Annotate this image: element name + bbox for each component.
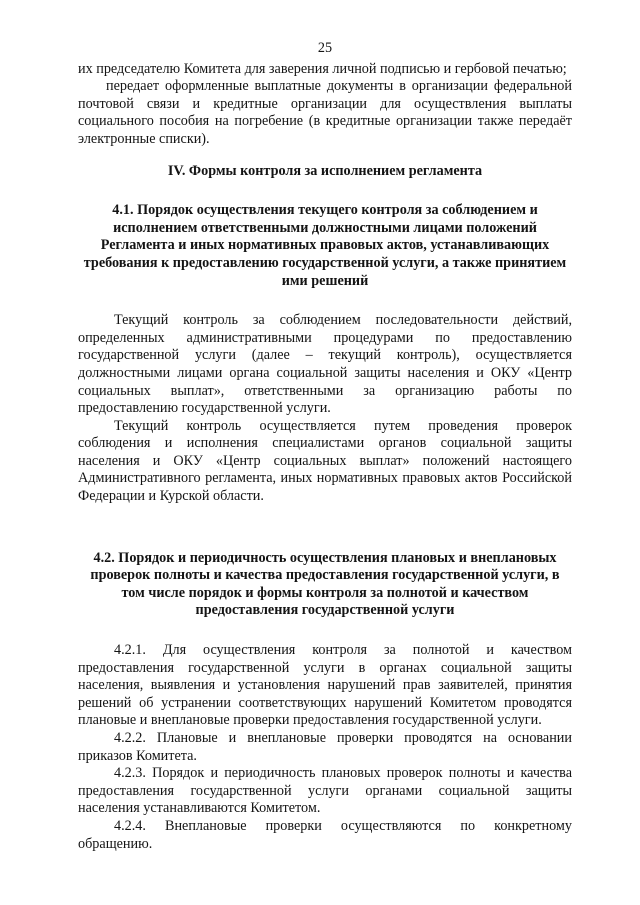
spacer	[78, 149, 572, 163]
spacer	[78, 620, 572, 642]
page-number: 25	[317, 40, 333, 56]
clause-4-2-2: 4.2.2. Плановые и внеплановые проверки проводятся на основании приказов Комитета.	[78, 730, 572, 764]
clause-4-2-1: 4.2.1. Для осуществления контроля за полнотой и качеством предоставления государственной услуги в органах социальной защиты населения, выявления и установления нарушений прав заявителей, принятия решений об устранении соответствующих нарушений Комитетом проводятся плановые и внеплановые проверки предоставления государственной услуги.	[78, 642, 572, 729]
intro-paragraph-1: их председателю Комитета для заверения личной подписью и гербовой печатью;	[78, 60, 567, 77]
intro-paragraph-2: передает оформленные выплатные документы в организации федеральной почтовой связи и кредитные организации для осуществления выплаты социального пособия на погребение (в кредитные организации также передаёт электронные списки).	[78, 78, 572, 147]
spacer	[78, 290, 572, 312]
clause-4-2-4: 4.2.4. Внеплановые проверки осуществляются по конкретному обращению.	[78, 817, 572, 852]
clause-4-2-3: 4.2.3. Порядок и периодичность плановых проверок полноты и качества предоставления государственной услуги органами социальной защиты населения устанавливаются Комитетом.	[78, 765, 572, 817]
spacer	[78, 506, 572, 550]
subsection-4-2-heading: 4.2. Порядок и периодичность осуществления плановых и внеплановых проверок полноты и качества предоставления государственной услуги, в том числе порядок и формы контроля за полнотой и качеством предоставления государственной услуги	[90, 549, 560, 619]
subsection-4-1-heading: 4.1. Порядок осуществления текущего контроля за соблюдением и исполнением ответственными должностными лицами положений Регламента и иных нормативных правовых актов, устанавливающих требования к предоставлению государственной услуги, а также принятием ими решений	[83, 202, 567, 289]
spacer	[78, 180, 572, 202]
section-title: IV. Формы контроля за исполнением регламента	[167, 162, 483, 179]
subsection-4-1-paragraph-2: Текущий контроль осуществляется путем проведения проверок соблюдения и исполнения специалистами органов социальной защиты населения и ОКУ «Центр социальных выплат» положений настоящего Административного регламента, иных нормативных правовых актов Российской Федерации и Курской области.	[78, 417, 572, 505]
subsection-4-1-paragraph-1: Текущий контроль за соблюдением последовательности действий, определенных административными процедурами по предоставлению государственной услуги (далее – текущий контроль), осуществляется должностными лицами органа социальной защиты населения и ОКУ «Центр социальных выплат», ответственными за организацию работы по предоставлению государственной услуги.	[78, 312, 572, 417]
